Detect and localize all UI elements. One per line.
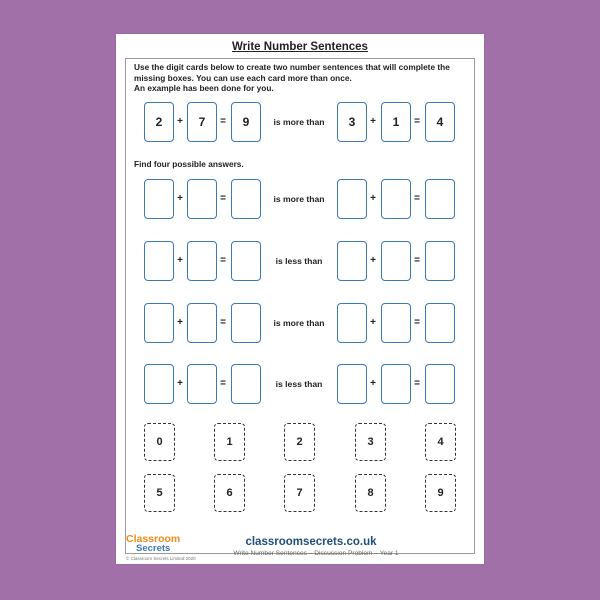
equals-sign: = <box>220 116 226 127</box>
answer-box[interactable] <box>187 241 217 281</box>
comparison-phrase: is less than <box>275 256 323 266</box>
answer-box[interactable] <box>381 364 411 404</box>
answer-box[interactable] <box>144 303 174 343</box>
logo-word-classroom: Classroom <box>126 533 181 545</box>
digit-card[interactable]: 5 <box>144 474 175 512</box>
plus-sign: + <box>177 317 183 328</box>
comparison-phrase: is more than <box>273 117 325 127</box>
answer-box[interactable] <box>425 364 455 404</box>
digit-card[interactable]: 9 <box>425 474 456 512</box>
equals-sign: = <box>220 317 226 328</box>
example-box: 9 <box>231 102 261 142</box>
answer-box[interactable] <box>381 179 411 219</box>
plus-sign: + <box>177 255 183 266</box>
equals-sign: = <box>414 378 420 389</box>
plus-sign: + <box>370 116 376 127</box>
answer-box[interactable] <box>144 241 174 281</box>
example-box: 1 <box>381 102 411 142</box>
plus-sign: + <box>177 116 183 127</box>
equals-sign: = <box>414 116 420 127</box>
example-box: 4 <box>425 102 455 142</box>
answer-box[interactable] <box>144 179 174 219</box>
instructions <box>134 62 474 94</box>
answer-box[interactable] <box>337 303 367 343</box>
answer-box[interactable] <box>337 241 367 281</box>
digit-card[interactable]: 0 <box>144 423 175 461</box>
worksheet-title: Write Number Sentences <box>232 41 368 53</box>
digit-card[interactable]: 2 <box>284 423 315 461</box>
answer-box[interactable] <box>231 303 261 343</box>
answer-box[interactable] <box>425 241 455 281</box>
comparison-phrase: is less than <box>275 379 323 389</box>
digit-card[interactable]: 8 <box>355 474 386 512</box>
footer-url[interactable]: classroomsecrets.co.uk <box>245 536 377 548</box>
equals-sign: = <box>220 255 226 266</box>
equals-sign: = <box>414 193 420 204</box>
plus-sign: + <box>370 317 376 328</box>
equals-sign: = <box>220 193 226 204</box>
logo-word-secrets: Secrets <box>136 543 171 554</box>
answer-box[interactable] <box>144 364 174 404</box>
instruction-line: missing boxes. You can use each card more than once. <box>134 72 352 83</box>
example-box: 2 <box>144 102 174 142</box>
find-answers-prompt: Find four possible answers. <box>134 159 244 169</box>
equals-sign: = <box>220 378 226 389</box>
answer-box[interactable] <box>231 179 261 219</box>
comparison-phrase: is more than <box>273 318 325 328</box>
digit-card[interactable]: 1 <box>214 423 245 461</box>
footer-subtitle: Write Number Sentences – Discussion Problem – Year 1 <box>233 550 399 557</box>
answer-box[interactable] <box>187 179 217 219</box>
plus-sign: + <box>370 378 376 389</box>
answer-box[interactable] <box>337 179 367 219</box>
answer-box[interactable] <box>425 179 455 219</box>
plus-sign: + <box>370 255 376 266</box>
instruction-line: Use the digit cards below to create two number sentences that will complete the <box>134 62 450 72</box>
copyright-text: © Classroom Secrets Limited 2020 <box>126 556 196 561</box>
answer-box[interactable] <box>231 241 261 281</box>
instruction-line: An example has been done for you. <box>134 83 274 94</box>
digit-card[interactable]: 7 <box>284 474 315 512</box>
equals-sign: = <box>414 317 420 328</box>
answer-box[interactable] <box>231 364 261 404</box>
answer-box[interactable] <box>187 303 217 343</box>
digit-card[interactable]: 4 <box>425 423 456 461</box>
plus-sign: + <box>370 193 376 204</box>
answer-box[interactable] <box>337 364 367 404</box>
plus-sign: + <box>177 378 183 389</box>
plus-sign: + <box>177 193 183 204</box>
equals-sign: = <box>414 255 420 266</box>
answer-box[interactable] <box>187 364 217 404</box>
example-box: 7 <box>187 102 217 142</box>
answer-box[interactable] <box>381 241 411 281</box>
worksheet-page <box>116 34 484 564</box>
digit-card[interactable]: 3 <box>355 423 386 461</box>
comparison-phrase: is more than <box>273 194 325 204</box>
answer-box[interactable] <box>381 303 411 343</box>
answer-box[interactable] <box>425 303 455 343</box>
digit-card[interactable]: 6 <box>214 474 245 512</box>
example-box: 3 <box>337 102 367 142</box>
